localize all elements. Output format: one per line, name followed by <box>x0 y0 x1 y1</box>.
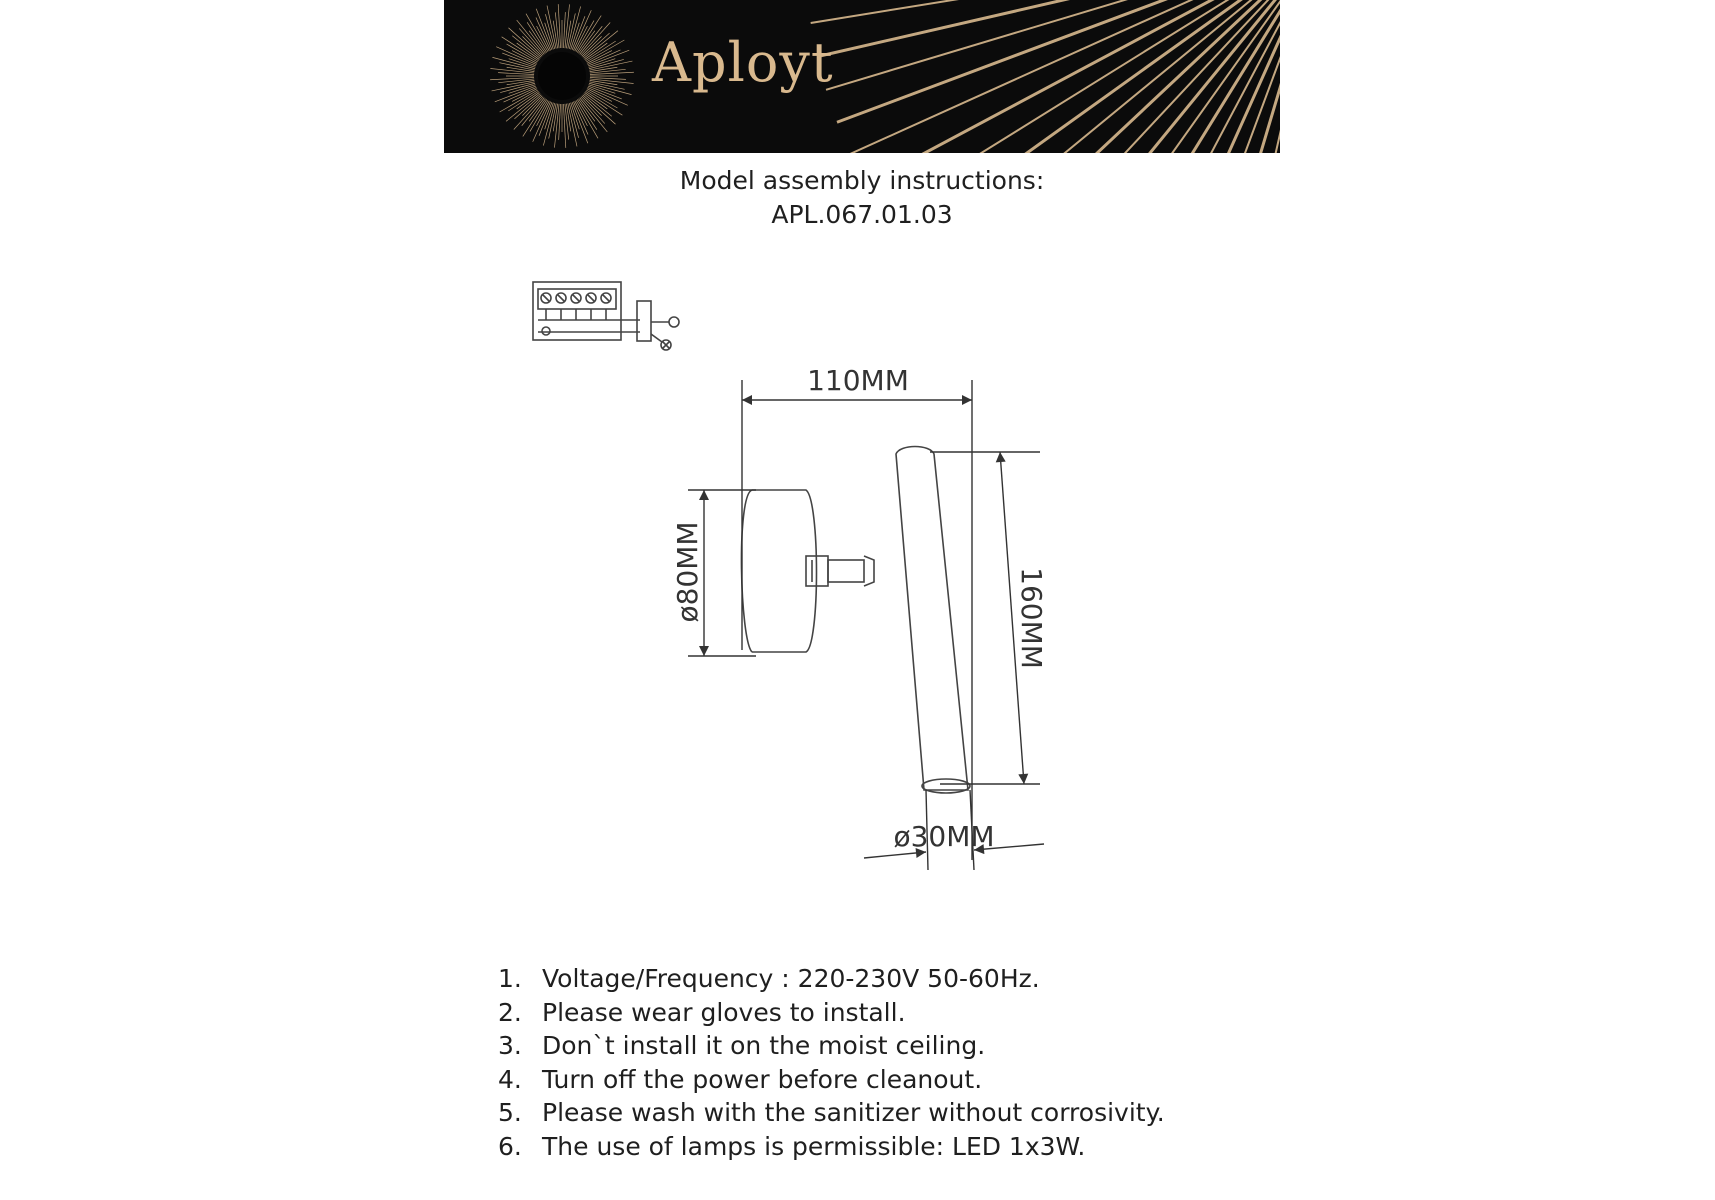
dimension-tube-diameter-label: ø30MM <box>893 820 995 853</box>
list-item: 3. Don`t install it on the moist ceiling. <box>498 1031 986 1060</box>
list-item: 5. Please wash with the sanitizer without corrosivity. <box>498 1098 1165 1127</box>
heading-title: Model assembly instructions: <box>679 166 1045 195</box>
dimension-width-label: 110MM <box>807 364 909 397</box>
list-item: 2. Please wear gloves to install. <box>498 997 906 1027</box>
dimension-base-diameter-label: ø80MM <box>671 521 704 623</box>
list-item: 4. Turn off the power before cleanout. <box>498 1064 983 1094</box>
brand-logo: Aployt <box>652 31 834 94</box>
instruction-list <box>498 962 1258 1163</box>
wiring-diagram-icon <box>533 282 679 350</box>
list-item: 6. The use of lamps is permissible: LED 1x3W. <box>498 1131 1086 1161</box>
model-number: APL.067.01.03 <box>771 200 953 229</box>
lamp-outline <box>741 447 970 794</box>
dimension-length-label: 160MM <box>1015 567 1048 669</box>
list-item: 1. Voltage/Frequency : 220-230V 50-60Hz. <box>498 964 1040 993</box>
